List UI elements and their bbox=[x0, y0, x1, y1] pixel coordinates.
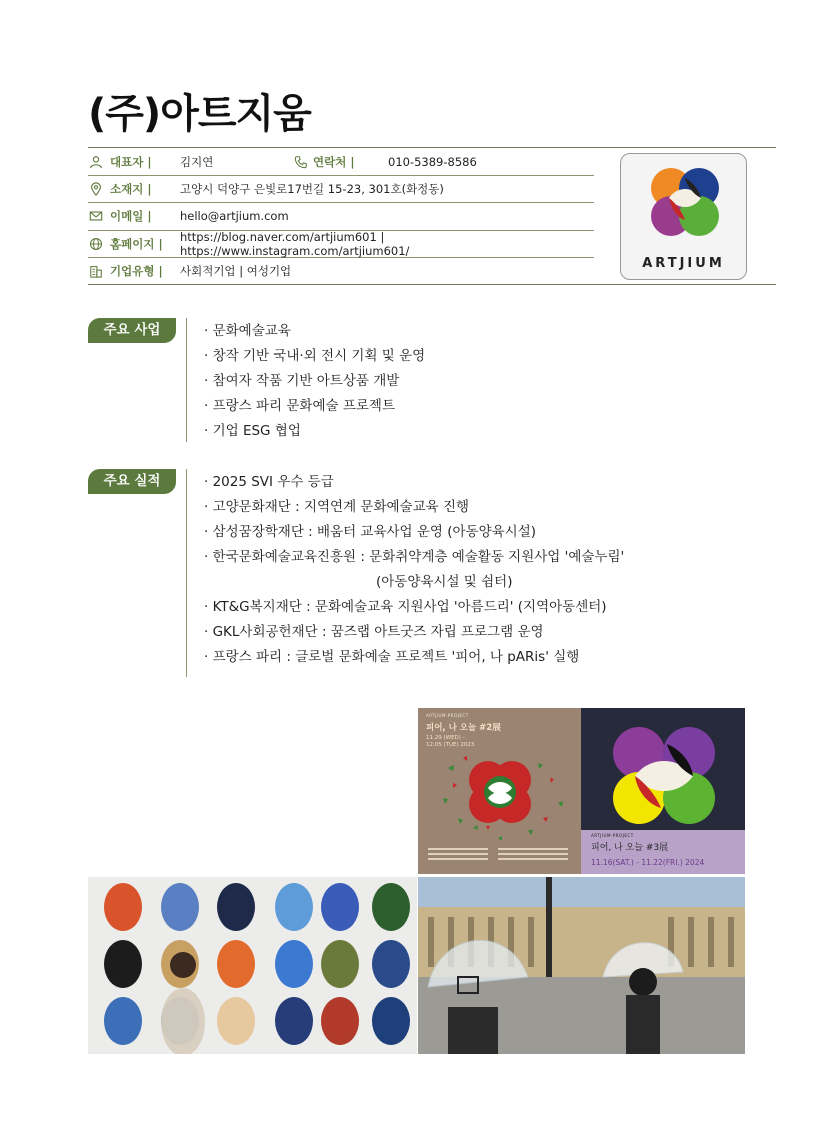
poster-2024-title: 피어, 나 오늘 #3展 bbox=[591, 843, 669, 853]
poster-2023-dates: 11.29 (WED) - 12.05 (TUE) 2023 bbox=[426, 735, 475, 748]
paris-umbrella-photo bbox=[418, 877, 745, 1054]
list-item: · 2025 SVI 우수 등급 bbox=[204, 474, 334, 490]
exhibition-wall-photo bbox=[88, 877, 417, 1054]
poster-2023-image bbox=[418, 708, 581, 874]
info-row-company-type bbox=[88, 258, 594, 285]
ceo-value: 김지연 bbox=[180, 155, 214, 170]
email-label: 이메일 | bbox=[110, 209, 152, 224]
logo-wordmark: ARTJIUM bbox=[642, 256, 725, 271]
list-item: · 고양문화재단 : 지역연계 문화예술교육 진행 bbox=[204, 499, 470, 515]
company-name: (주)아트지움 bbox=[88, 91, 311, 137]
homepage-label: 홈페이지 | bbox=[110, 236, 163, 251]
info-row-homepage bbox=[88, 231, 594, 258]
contact-label: 연락처 | bbox=[313, 155, 355, 170]
poster-2024-dates: 11.16(SAT.) - 11.22(FRI.) 2024 bbox=[591, 858, 705, 867]
list-item: · 참여자 작품 기반 아트상품 개발 bbox=[204, 373, 400, 389]
business-divider bbox=[186, 318, 187, 442]
company-type-label: 기업유형 | bbox=[110, 263, 163, 278]
artjium-logo bbox=[620, 153, 747, 280]
poster-2023-kicker: ARTJIUM-PROJECT bbox=[426, 713, 469, 718]
address-label: 소재지 | bbox=[110, 182, 152, 197]
globe-icon bbox=[88, 236, 104, 252]
info-row-ceo bbox=[88, 149, 594, 176]
company-info-table bbox=[88, 149, 594, 285]
contact-label-group bbox=[293, 154, 355, 170]
list-item: · 기업 ESG 협업 bbox=[204, 423, 301, 439]
poster-2023-title: 피어, 나 오늘 #2展 bbox=[426, 723, 501, 733]
list-item: · 문화예술교육 bbox=[204, 323, 291, 339]
poster-2024-image bbox=[581, 708, 745, 874]
title-divider bbox=[88, 147, 776, 148]
list-item: · 삼성꿈장학재단 : 배움터 교육사업 운영 (아동양육시설) bbox=[204, 524, 537, 540]
poster-2023-artwork-icon bbox=[418, 708, 581, 874]
achievements-badge: 주요 실적 bbox=[88, 469, 176, 494]
company-type-value: 사회적기업 | 여성기업 bbox=[180, 263, 292, 278]
paris-scene-artwork-icon bbox=[418, 877, 745, 1054]
address-value: 고양시 덕양구 은빛로17번길 15-23, 301호(화정동) bbox=[180, 182, 444, 197]
info-row-email bbox=[88, 203, 594, 230]
list-item: · 창작 기반 국내·외 전시 기획 및 운영 bbox=[204, 348, 426, 364]
phone-icon bbox=[293, 154, 309, 170]
building-icon bbox=[88, 263, 104, 279]
business-list bbox=[204, 319, 425, 444]
logo-mark-icon bbox=[647, 164, 723, 248]
info-bottom-divider bbox=[88, 284, 776, 285]
list-item: · 프랑스 파리 : 글로벌 문화예술 프로젝트 '피어, 나 pARis' 실행 bbox=[204, 649, 580, 665]
list-item: (아동양육시설 및 쉼터) bbox=[376, 574, 513, 590]
achievements-list bbox=[204, 470, 624, 670]
list-item: · 프랑스 파리 문화예술 프로젝트 bbox=[204, 398, 395, 414]
ceo-label: 대표자 | bbox=[110, 155, 152, 170]
info-row-address bbox=[88, 176, 594, 203]
homepage-value[interactable]: https://blog.naver.com/artjium601 | https://www.instagram.com/artjium601/ bbox=[180, 229, 410, 258]
list-item: · 한국문화예술교육진흥원 : 문화취약계층 예술활동 지원사업 '예술누림' bbox=[204, 549, 625, 565]
contact-value: 010-5389-8586 bbox=[388, 155, 477, 170]
email-value[interactable]: hello@artjium.com bbox=[180, 209, 289, 224]
list-item: · GKL사회공헌재단 : 꿈즈랩 아트굿즈 자립 프로그램 운영 bbox=[204, 624, 544, 640]
location-pin-icon bbox=[88, 181, 104, 197]
achievements-divider bbox=[186, 469, 187, 677]
circle-paintings-artwork-icon bbox=[88, 877, 417, 1054]
person-icon bbox=[88, 154, 104, 170]
business-badge: 주요 사업 bbox=[88, 318, 176, 343]
list-item: · KT&G복지재단 : 문화예술교육 지원사업 '아름드리' (지역아동센터) bbox=[204, 599, 607, 615]
mail-icon bbox=[88, 208, 104, 224]
poster-2024-kicker: ARTJIUM-PROJECT bbox=[591, 833, 634, 838]
